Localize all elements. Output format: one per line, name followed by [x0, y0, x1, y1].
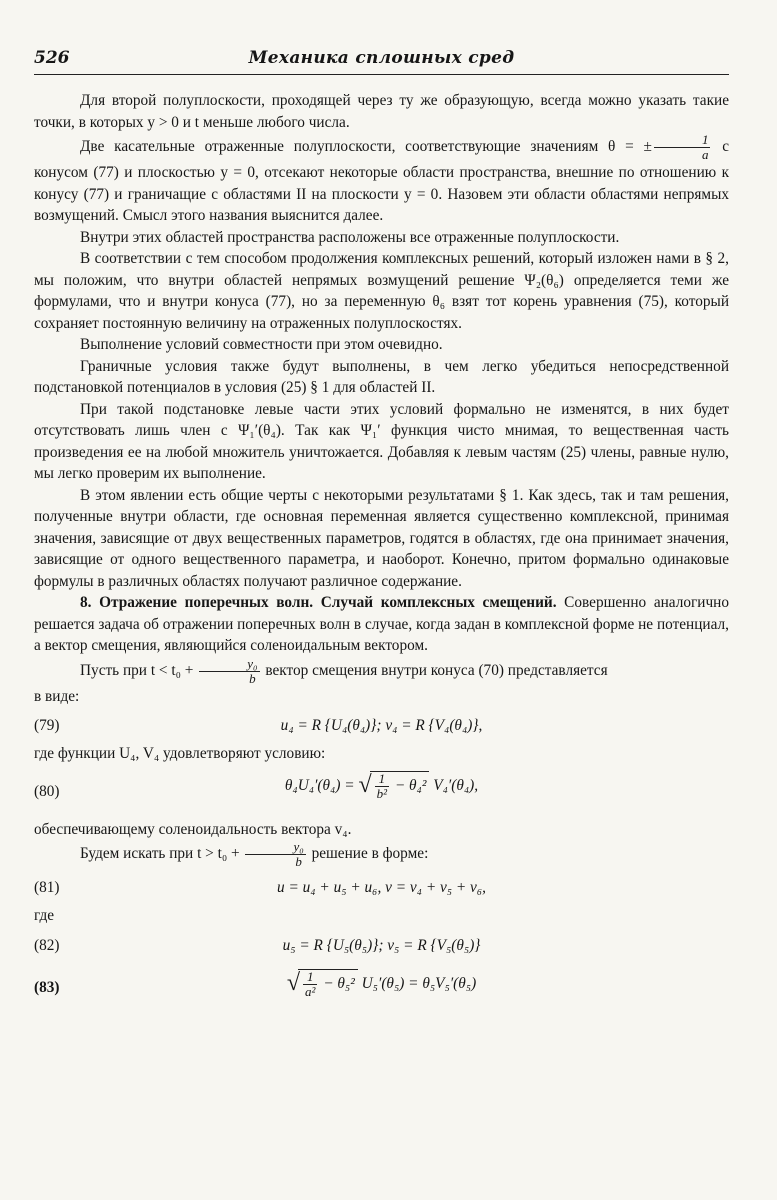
equation-right: V₄′(θ₄), [433, 776, 479, 794]
equation-left: θ₄U₄′(θ₄) = [284, 776, 355, 794]
equation-79 [34, 707, 729, 743]
equation-label: (79) [34, 717, 60, 734]
radical-sign: √ [358, 772, 372, 799]
page-header [34, 44, 729, 72]
fraction-numerator: y₀ [199, 657, 259, 672]
equation-body: u₄ = R {U₄(θ₄)}; v₄ = R {V₄(θ₄)}, [280, 717, 483, 734]
radicand [370, 771, 430, 801]
fraction-y0-over-b [199, 657, 259, 686]
paragraph-12: обеспечивающему соленоидальность вектора v₄. [34, 820, 352, 838]
paragraph-10-start: Пусть при t < t₀ + [80, 661, 194, 679]
equation-83 [34, 963, 729, 1017]
fraction-numerator: y₀ [245, 840, 305, 855]
radical-sign: √ [286, 970, 300, 997]
fraction-denominator: b [295, 854, 302, 869]
equation-label: (83) [34, 978, 60, 996]
fraction-y0-over-b [245, 840, 305, 869]
equation-82 [34, 927, 729, 963]
radicand-rest: − θ₅² [323, 974, 355, 992]
paragraph-2-end: с конусом (77) и плоскостью y = 0, отсекают некоторые области пространства, внешние по отношению к конусу (77) и граничащие с областями II на плоскости y = 0. Назовем эти области областями непрямых возмущений. Смысл этого названия выяснится далее. [34, 138, 729, 224]
equation-right: U₅′(θ₅) = θ₅V₅′(θ₅) [361, 974, 477, 992]
fraction-numerator: 1 [375, 772, 389, 787]
equation-label: (80) [34, 782, 60, 800]
equation-label: (82) [34, 936, 60, 954]
paragraph-13-end: решение в форме: [311, 845, 429, 863]
page-body [34, 90, 729, 1017]
paragraph-10-cont: в виде: [34, 687, 80, 705]
paragraph-10-end: вектор смещения внутри конуса (70) представляется [265, 661, 608, 679]
fraction-denominator: a² [304, 983, 316, 999]
paragraph-2-start: Две касательные отраженные полуплоскости, соответствующие значениям θ = ± [80, 138, 652, 156]
running-title: Механика сплошных сред [248, 48, 515, 68]
paragraph-6: Граничные условия также будут выполнены, в чем легко убедиться непосредственной подстановкой потенциалов в условия (25) § 1 для областей II. [34, 357, 729, 396]
radicand [298, 969, 358, 999]
fraction-numerator: 1 [654, 133, 711, 148]
fraction-denominator: b² [376, 785, 388, 801]
fraction-one-over-a2 [303, 970, 317, 999]
paragraph-11: где функции U₄, V₄ удовлетворяют условию: [34, 745, 326, 762]
header-rule [34, 74, 729, 75]
equation-81 [34, 869, 729, 905]
equation-label: (81) [34, 879, 60, 896]
paragraph-9: Совершенно аналогично решается задача об отражении поперечных волн в случае, когда задан в комплексной форме не потенциал, а вектор смещения, являющийся соленоидальным вектором. [34, 594, 729, 654]
paragraph-10 [34, 657, 729, 686]
fraction-denominator: b [249, 670, 256, 686]
paragraph-section-8 [34, 592, 729, 657]
paragraph-1: Для второй полуплоскости, проходящей через ту же образующую, всегда можно указать такие точки, в которых y > 0 и t меньше любого числа. [34, 92, 729, 131]
equation-80 [34, 765, 729, 819]
book-page [34, 0, 729, 1200]
equation-body: u = u₄ + u₅ + u₆, v = v₄ + v₅ + v₆, [277, 879, 486, 896]
paragraph-7: При такой подстановке левые части этих условий формально не изменятся, в них будет отсутствовать лишь член с Ψ₁′(θ₄). Так как Ψ₁′ функция чисто мнимая, то вещественная часть произведения ее на любой множитель уничтожается. Добавляя к левым частям (25) члены, равные нулю, мы легко проверим их выполнение. [34, 400, 729, 482]
fraction-denominator: a [701, 147, 709, 162]
page-number: 526 [34, 48, 70, 68]
paragraph-13 [34, 840, 729, 869]
fraction-one-over-a [654, 133, 711, 162]
paragraph-13-start: Будем искать при t > t₀ + [80, 845, 240, 863]
fraction-numerator: 1 [303, 970, 317, 985]
equation-body [34, 771, 729, 801]
paragraph-3: Внутри этих областей пространства расположены все отраженные полуплоскости. [80, 228, 620, 246]
paragraph-4: В соответствии с тем способом продолжения комплексных решений, который изложен нами в § 2, мы положим, что внутри областей непрямых возмущений решение Ψ₂(θ₆) определяется теми же формулами, что и внутри конуса (77), но за переменную θ₆ взят тот корень уравнения (75), который сохраняет постоянную величину на отраженных полуплоскостях. [34, 250, 729, 332]
section-heading: 8. Отражение поперечных волн. Случай комплексных смещений. [80, 594, 557, 611]
paragraph-8: В этом явлении есть общие черты с некоторыми результатами § 1. Как здесь, так и там решения, полученные внутри области, где основная переменная является существенно комплексной, принимая значения, зависящие от двух вещественных параметров, годятся в областях, где она принимает значения, зависящие от одного вещественного параметра, и наоборот. Конечно, притом формально одинаковые формулы в различных областях получают различное содержание. [34, 486, 729, 590]
equation-body [34, 969, 729, 999]
radicand-rest: − θ₄² [394, 776, 427, 794]
paragraph-14: где [34, 907, 55, 924]
fraction-one-over-b2 [375, 772, 389, 801]
paragraph-2 [34, 133, 729, 227]
paragraph-5: Выполнение условий совместности при этом очевидно. [80, 336, 443, 353]
equation-body: u₅ = R {U₅(θ₅)}; v₅ = R {V₅(θ₅)} [282, 936, 481, 954]
